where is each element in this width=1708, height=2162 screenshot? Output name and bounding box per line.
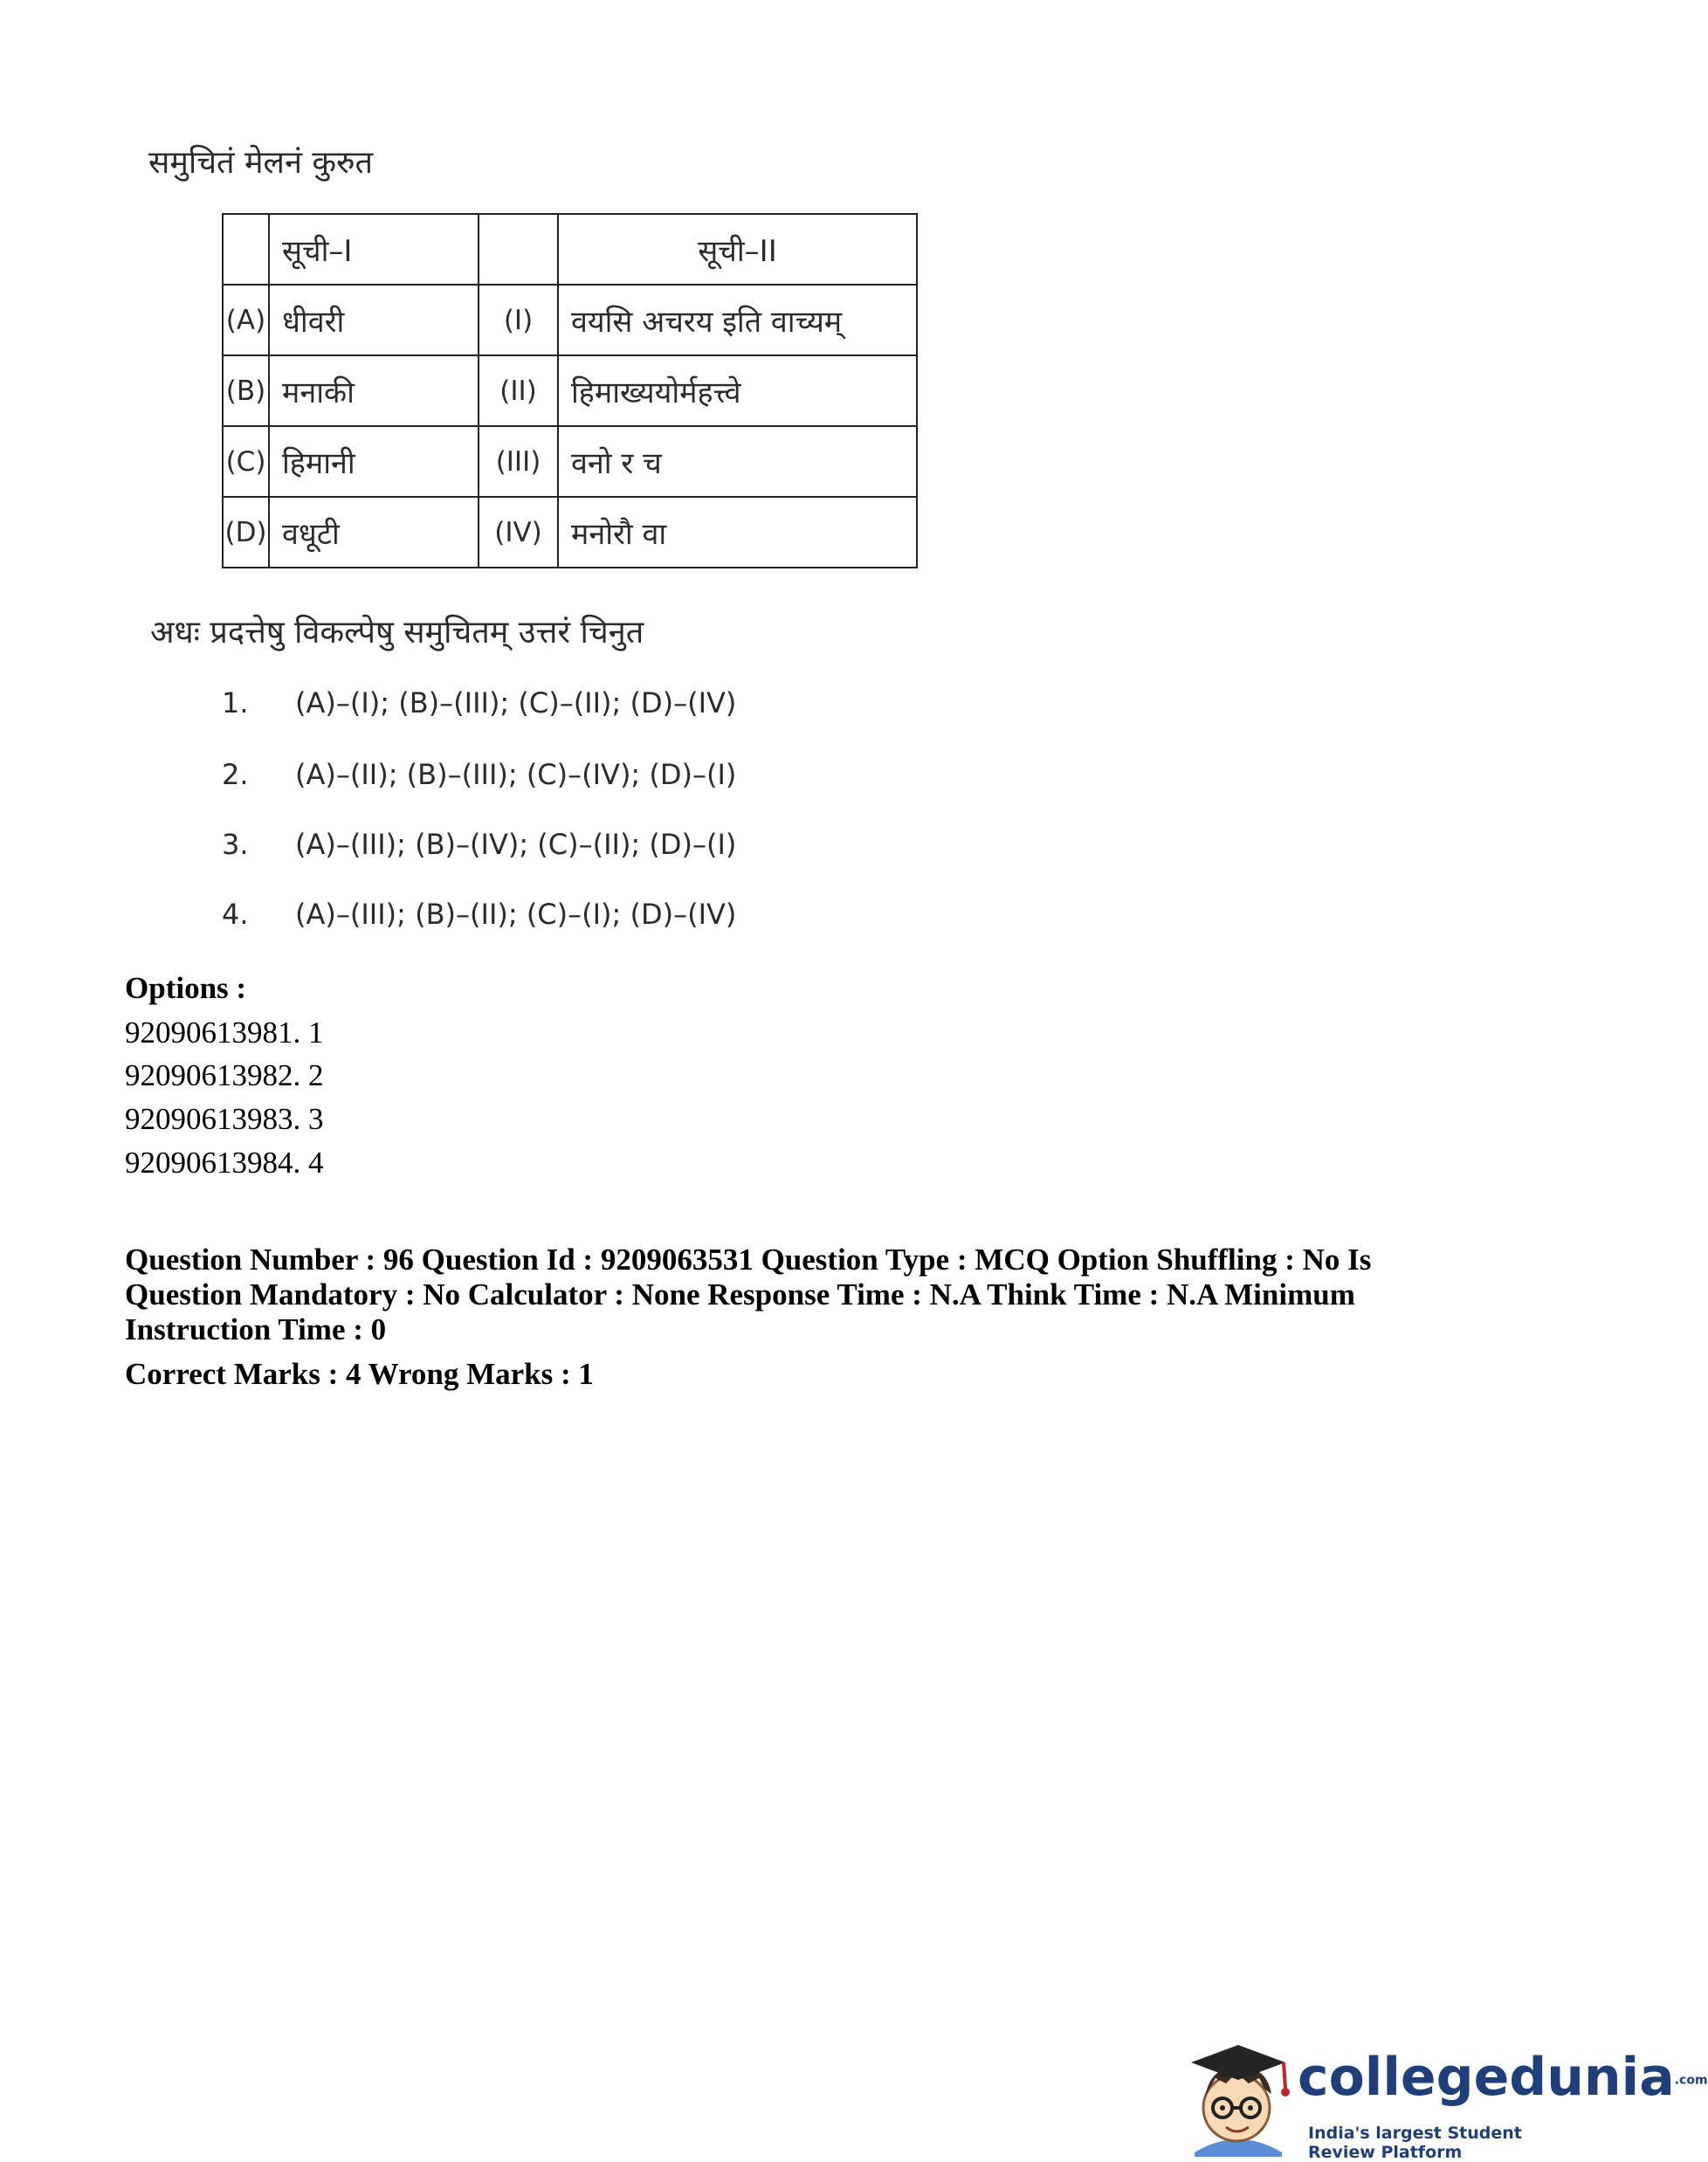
collegedunia-logo: [1186, 2043, 1708, 2162]
list-2-item: वनो र च: [558, 426, 917, 497]
choice-text: (A)–(III); (B)–(IV); (C)–(II); (D)–(I): [295, 828, 737, 861]
brand-name-text: collegedunia: [1298, 2047, 1675, 2108]
options-label: Options :: [125, 971, 247, 1005]
list-1-item: हिमानी: [269, 426, 479, 497]
row-label: (D): [223, 497, 269, 568]
header-empty-cell: [223, 214, 269, 285]
brand-tagline: India's largest Student Review Platform: [1308, 2124, 1522, 2162]
question-heading: समुचितं मेलनं कुरुत: [148, 145, 374, 181]
option-id-line: 92090613984. 4: [125, 1146, 324, 1180]
brand-com: .com: [1674, 2073, 1708, 2088]
list-1-item: मनाकी: [269, 355, 479, 426]
choice-number: 1.: [222, 686, 249, 720]
row-roman: (III): [479, 426, 558, 497]
list-2-item: हिमाख्ययोर्महत्त्वे: [558, 355, 917, 426]
list-2-item: मनोरौ वा: [558, 497, 917, 568]
mascot-icon: [1186, 2043, 1291, 2157]
list-2-item: वयसि अचरय इति वाच्यम्: [558, 285, 917, 355]
brand-name: [1298, 2047, 1708, 2108]
option-id-line: 92090613982. 2: [125, 1058, 324, 1092]
choice-number: 4.: [222, 898, 249, 931]
row-roman: (II): [479, 355, 558, 426]
table-row: [223, 355, 917, 426]
question-meta: Question Number : 96 Question Id : 9209063531 Question Type : MCQ Option Shuffling : No Is Question Mandatory : No Calculator : None Response Time : N.A Think Time : N.A Minimum Instruction Time : 0: [125, 1243, 1372, 1346]
list-1-header: सूची–I: [269, 214, 479, 285]
header-empty-cell: [479, 214, 558, 285]
option-id-line: 92090613981. 1: [125, 1016, 324, 1050]
answer-choice: [222, 758, 736, 791]
option-id-line: 92090613983. 3: [125, 1102, 324, 1136]
list-2-header: सूची–II: [558, 214, 917, 285]
marks-info: Correct Marks : 4 Wrong Marks : 1: [125, 1357, 594, 1391]
table-row: [223, 285, 917, 355]
choice-text: (A)–(I); (B)–(III); (C)–(II); (D)–(IV): [295, 686, 737, 720]
choice-number: 3.: [222, 828, 249, 861]
answer-choice: [222, 686, 736, 720]
row-label: (A): [223, 285, 269, 355]
choice-text: (A)–(III); (B)–(II); (C)–(I); (D)–(IV): [295, 898, 737, 931]
answer-choice: [222, 828, 736, 861]
question-instruction: अधः प्रदत्तेषु विकल्पेषु समुचितम् उत्तरं चिनुत: [150, 615, 644, 651]
match-table: [222, 213, 918, 568]
list-1-item: धीवरी: [269, 285, 479, 355]
list-1-item: वधूटी: [269, 497, 479, 568]
row-label: (B): [223, 355, 269, 426]
row-roman: (IV): [479, 497, 558, 568]
table-row: [223, 426, 917, 497]
row-roman: (I): [479, 285, 558, 355]
table-row: [223, 497, 917, 568]
table-header-row: [223, 214, 917, 285]
choice-text: (A)–(II); (B)–(III); (C)–(IV); (D)–(I): [295, 758, 737, 791]
answer-choice: [222, 898, 736, 931]
choice-number: 2.: [222, 758, 249, 791]
row-label: (C): [223, 426, 269, 497]
